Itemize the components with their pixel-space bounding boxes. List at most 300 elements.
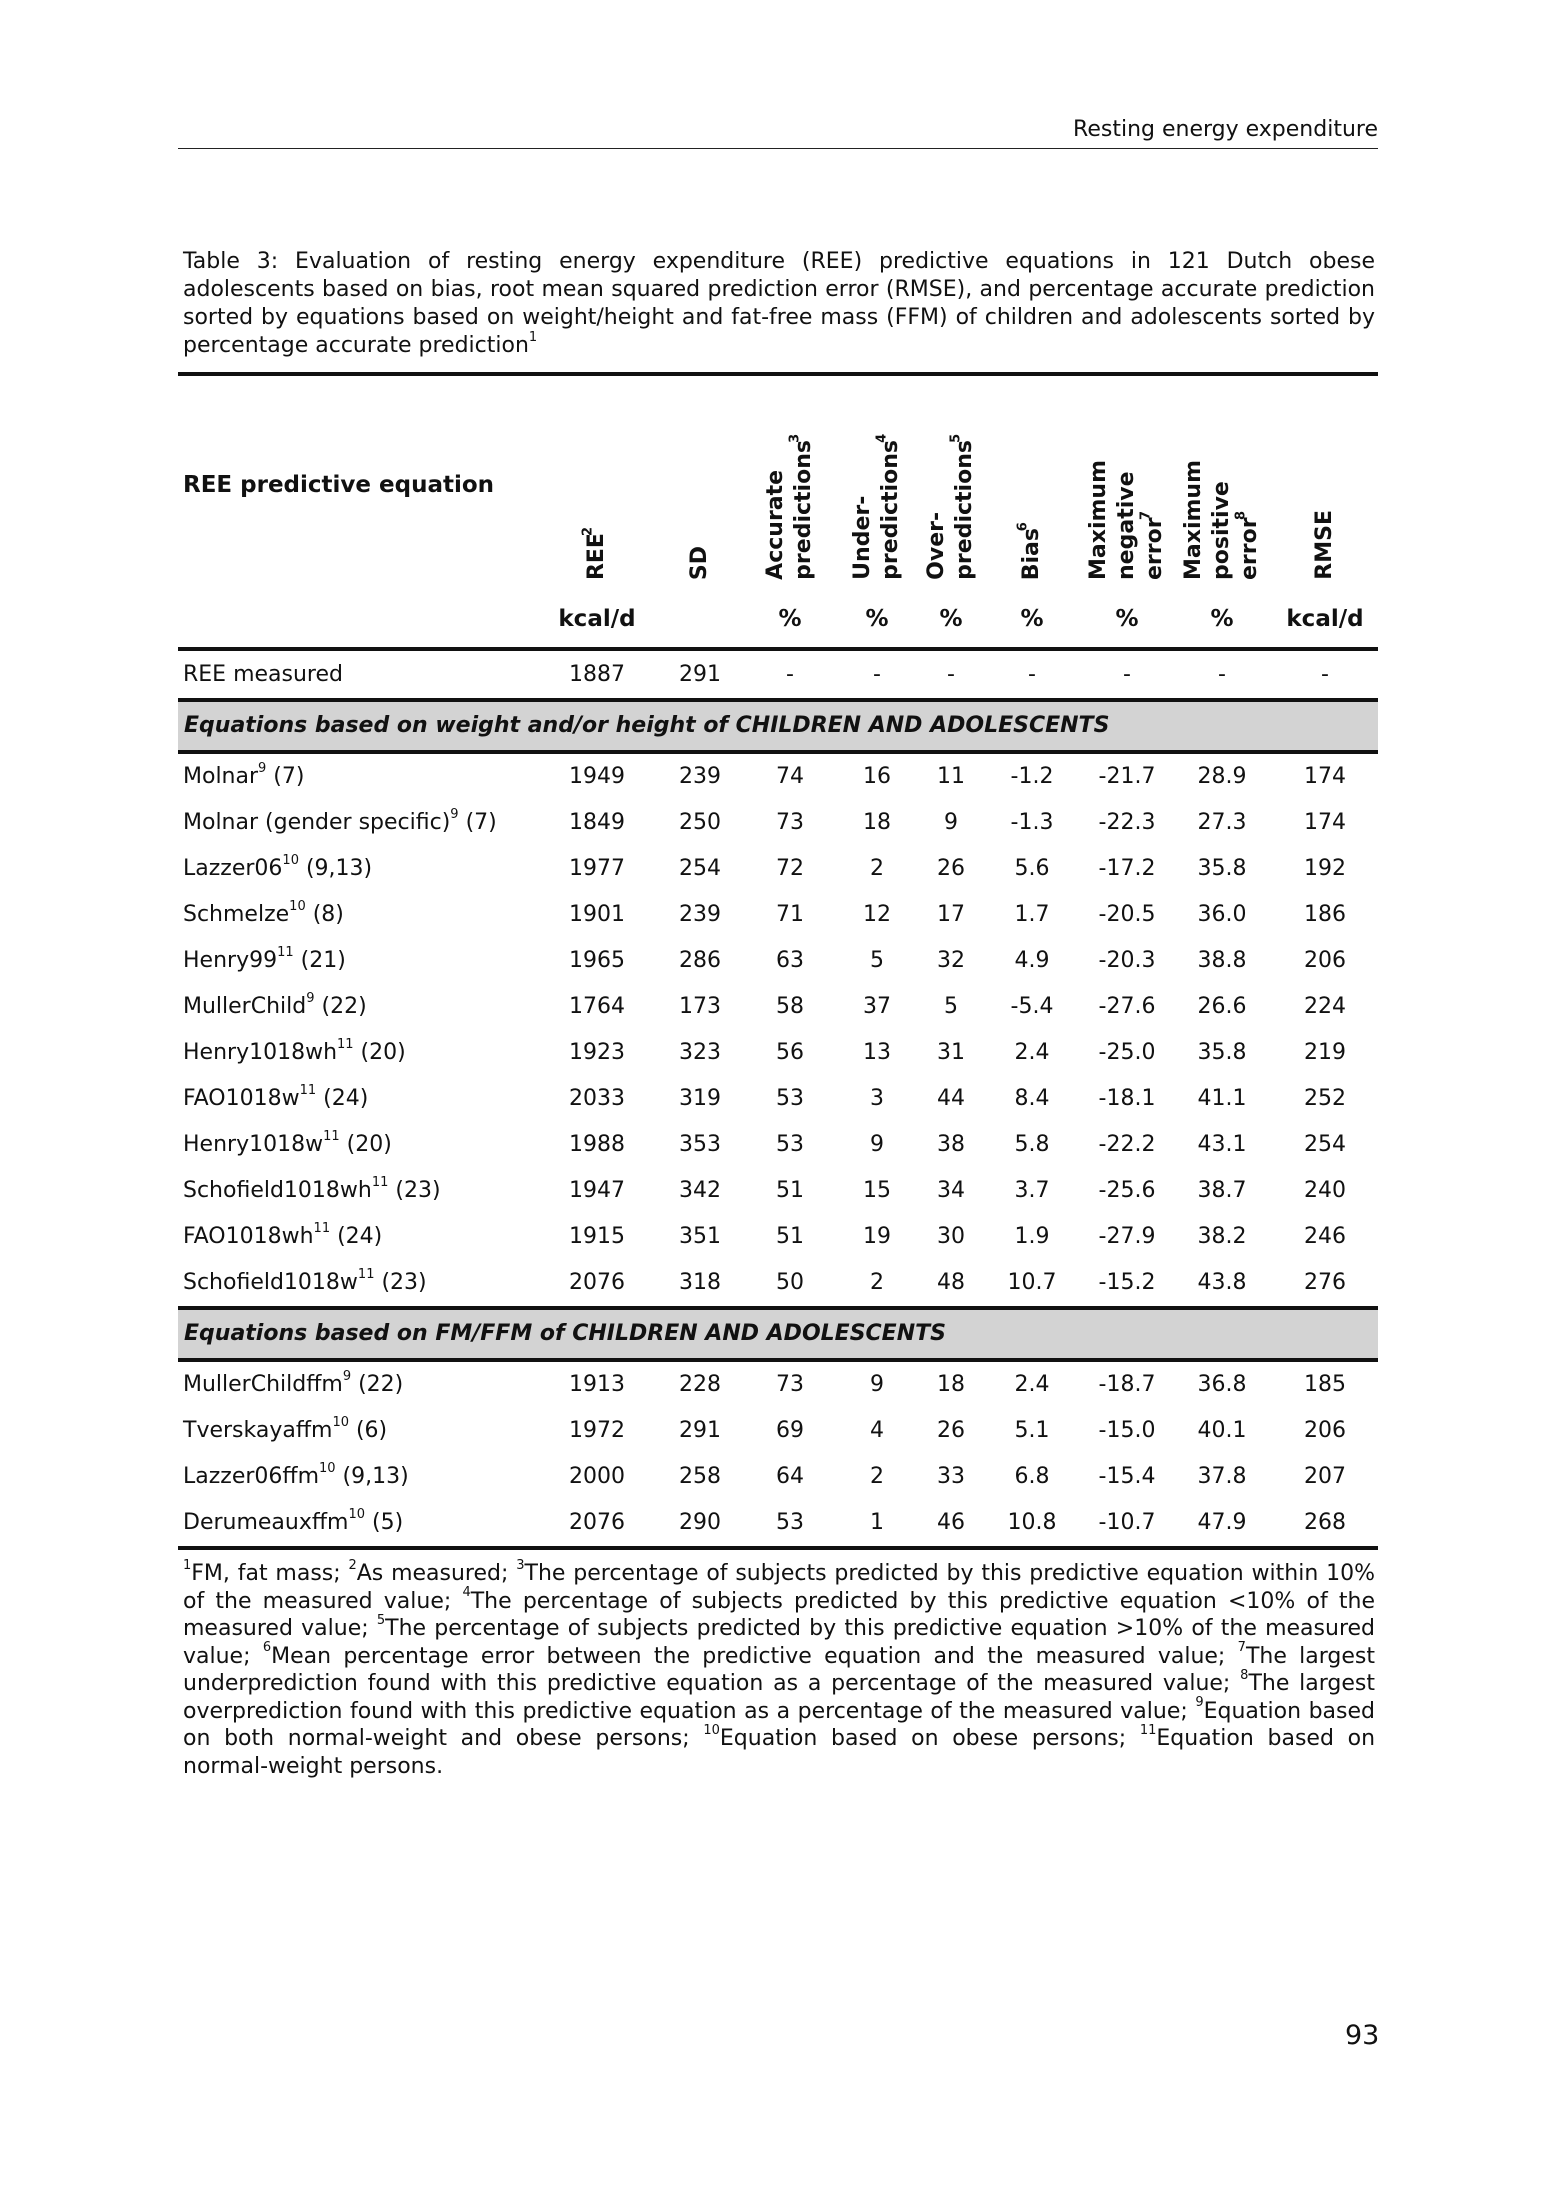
table-cell: 53 — [776, 1132, 804, 1157]
table-row — [178, 1030, 1378, 1076]
column-header-label — [762, 431, 818, 580]
row-name — [183, 892, 344, 938]
column-unit: % — [778, 606, 802, 632]
row-name-sup: 11 — [323, 1128, 340, 1144]
column-header — [748, 400, 832, 580]
table-row — [178, 846, 1378, 892]
footnote-text: The largest underprediction found with this predictive equation as a percentage of the measured value; — [183, 1643, 1375, 1696]
table-cell: 27.3 — [1197, 810, 1247, 835]
table-row — [178, 754, 1378, 800]
table-cell: 73 — [776, 1372, 804, 1397]
table-cell: 58 — [776, 994, 804, 1019]
table-cell: 351 — [679, 1224, 721, 1249]
table-cell: 2000 — [569, 1464, 625, 1489]
column-header — [1283, 400, 1367, 580]
row-name-text: FAO1018wh — [183, 1224, 314, 1249]
table-cell: 5 — [944, 994, 958, 1019]
column-header — [909, 400, 993, 580]
footnote-sup: 1 — [183, 1557, 192, 1573]
table-cell: 26 — [937, 1418, 965, 1443]
table-row — [178, 1362, 1378, 1408]
table-cell: -1.3 — [1010, 810, 1054, 835]
table-cell: -22.3 — [1098, 810, 1156, 835]
table-cell: 69 — [776, 1418, 804, 1443]
table-cell: 5.1 — [1014, 1418, 1050, 1443]
table-cell: 51 — [776, 1178, 804, 1203]
table-cell: 318 — [679, 1270, 721, 1295]
column-unit: kcal/d — [558, 606, 636, 632]
row-name-ref: (7) — [266, 764, 305, 789]
table-cell: 239 — [679, 902, 721, 927]
row-name-text: Lazzer06ffm — [183, 1464, 319, 1489]
table-cell: 64 — [776, 1464, 804, 1489]
row-name — [183, 984, 367, 1030]
table-cell: 3.7 — [1014, 1178, 1050, 1203]
table-cell: 38.7 — [1197, 1178, 1247, 1203]
table-cell: 4 — [870, 1418, 884, 1443]
table-cell: 18 — [863, 810, 891, 835]
row-name-ref: (24) — [330, 1224, 383, 1249]
table-cell: 291 — [679, 1418, 721, 1443]
footnote-text: The percentage of subjects predicted by this predictive equation >10% of the measured value; — [183, 1616, 1376, 1669]
table-cell: 33 — [937, 1464, 965, 1489]
table-cell: 2 — [870, 1464, 884, 1489]
row-name-ref: (22) — [351, 1372, 404, 1397]
table-caption — [183, 248, 1375, 360]
table-cell: 254 — [1304, 1132, 1346, 1157]
table-cell: 1764 — [569, 994, 625, 1019]
row-name-ref: (7) — [458, 810, 497, 835]
column-header — [658, 400, 742, 580]
column-header-sup: 2 — [580, 526, 596, 536]
row-name-text: Molnar (gender specific) — [183, 810, 451, 835]
footnote-text: Mean percentage error between the predictive equation and the measured value; — [271, 1643, 1238, 1669]
row-name — [183, 1500, 403, 1546]
table-cell: 53 — [776, 1086, 804, 1111]
table-cell: 5.6 — [1014, 856, 1050, 881]
table-cell: 32 — [937, 948, 965, 973]
row-name-text: Derumeauxffm — [183, 1510, 349, 1535]
column-unit: % — [865, 606, 889, 632]
table-cell: 31 — [937, 1040, 965, 1065]
table-cell: 35.8 — [1197, 856, 1247, 881]
column-header-sup: 3 — [787, 434, 803, 444]
table-cell: 2033 — [569, 1086, 625, 1111]
table-cell: 19 — [863, 1224, 891, 1249]
table-cell: 2 — [870, 1270, 884, 1295]
table-cell: 37 — [863, 994, 891, 1019]
column-header-text: Accurate predictions — [763, 440, 816, 580]
row-name-ref: (23) — [374, 1270, 427, 1295]
table-cell: - — [1321, 662, 1329, 687]
table-cell: 240 — [1304, 1178, 1346, 1203]
row-name-ref: (8) — [305, 902, 344, 927]
page-number: 93 — [1345, 2020, 1380, 2051]
table-cell: -20.5 — [1098, 902, 1156, 927]
table-row — [178, 984, 1378, 1030]
row-name — [183, 754, 304, 800]
table-cell: 71 — [776, 902, 804, 927]
running-head: Resting energy expenditure — [178, 116, 1378, 149]
footnote-sup: 6 — [262, 1640, 272, 1656]
column-unit: kcal/d — [1286, 606, 1364, 632]
table-cell: 8.4 — [1014, 1086, 1050, 1111]
column-header-text: RMSE — [1312, 510, 1337, 580]
table-row-measured — [178, 652, 1378, 698]
row-name-ref: (9,13) — [335, 1464, 409, 1489]
row-name — [183, 1260, 427, 1306]
column-header-sup: 8 — [1233, 511, 1249, 521]
table-cell: 252 — [1304, 1086, 1346, 1111]
table-cell: -18.7 — [1098, 1372, 1156, 1397]
table-cell: 46 — [937, 1510, 965, 1535]
table-cell: 36.0 — [1197, 902, 1247, 927]
table-row — [178, 1168, 1378, 1214]
column-header — [990, 400, 1074, 580]
table-cell: 9 — [944, 810, 958, 835]
row-name-sup: 11 — [277, 944, 294, 960]
table-cell: 43.1 — [1197, 1132, 1247, 1157]
table-cell: 228 — [679, 1372, 721, 1397]
row-name — [183, 846, 372, 892]
table-cell: 73 — [776, 810, 804, 835]
table-cell: -21.7 — [1098, 764, 1156, 789]
row-name-sup: 11 — [299, 1082, 317, 1098]
table-cell: 40.1 — [1197, 1418, 1247, 1443]
table-row — [178, 938, 1378, 984]
row-name-sup: 9 — [306, 990, 315, 1006]
row-name-sup: 9 — [450, 806, 459, 822]
column-header — [1180, 400, 1264, 580]
row-name-ref: (21) — [293, 948, 346, 973]
footnote-text: Equation based on both normal-weight and obese persons; — [183, 1698, 1375, 1751]
table-cell: 1 — [870, 1510, 884, 1535]
table-cell: 48 — [937, 1270, 965, 1295]
table-cell: 1977 — [569, 856, 625, 881]
table-cell: - — [1123, 662, 1131, 687]
table-cell: 219 — [1304, 1040, 1346, 1065]
row-name-sup: 11 — [357, 1266, 375, 1282]
table-cell: 1849 — [569, 810, 625, 835]
footnote-sup: 11 — [1139, 1722, 1157, 1738]
row-name — [183, 800, 497, 846]
table-cell: 2076 — [569, 1510, 625, 1535]
table-cell: 239 — [679, 764, 721, 789]
table-cell: 174 — [1304, 810, 1346, 835]
row-name-ref: (24) — [316, 1086, 369, 1111]
row-name — [183, 1076, 368, 1122]
column-header-label — [686, 546, 714, 580]
row-name-ref: (20) — [339, 1132, 392, 1157]
column-unit: % — [1020, 606, 1044, 632]
footnote-sup: 3 — [516, 1557, 525, 1573]
row-name-sup: 10 — [282, 852, 299, 868]
table-cell: 74 — [776, 764, 804, 789]
table-cell: 250 — [679, 810, 721, 835]
table-row — [178, 800, 1378, 846]
column-header — [1085, 400, 1169, 580]
footnote-text: The largest overprediction found with this predictive equation as a percentage of the measured value; — [183, 1671, 1375, 1724]
column-header-sup: 6 — [1015, 521, 1031, 531]
table-cell: 26.6 — [1197, 994, 1247, 1019]
table-cell: -17.2 — [1098, 856, 1156, 881]
table-cell: 3 — [870, 1086, 884, 1111]
table-cell: 36.8 — [1197, 1372, 1247, 1397]
footnote-text: As measured; — [356, 1561, 517, 1586]
table-cell: 11 — [937, 764, 965, 789]
table-cell: -1.2 — [1010, 764, 1054, 789]
row-name-sup: 11 — [313, 1220, 331, 1236]
table-cell: 192 — [1304, 856, 1346, 881]
table-cell: 186 — [1304, 902, 1346, 927]
row-name: REE measured — [183, 662, 343, 687]
column-header-text: REE — [584, 533, 609, 580]
row-name — [183, 1214, 382, 1260]
footnote-sup: 7 — [1237, 1640, 1246, 1656]
column-header-text: Maximum negative error — [1086, 460, 1167, 580]
table-cell: -5.4 — [1010, 994, 1054, 1019]
table-cell: -27.6 — [1098, 994, 1156, 1019]
row-name-text: Lazzer06 — [183, 856, 283, 881]
table-cell: 319 — [679, 1086, 721, 1111]
column-header-label — [1015, 519, 1046, 580]
table-bottom-rule — [178, 1546, 1378, 1550]
table-cell: 6.8 — [1014, 1464, 1050, 1489]
table-cell: 10.8 — [1007, 1510, 1057, 1535]
row-name-sup: 11 — [371, 1174, 389, 1190]
table-cell: 1988 — [569, 1132, 625, 1157]
row-name — [183, 1030, 406, 1076]
row-name-ref: (20) — [353, 1040, 406, 1065]
table-cell: 246 — [1304, 1224, 1346, 1249]
row-name-text: Schofield1018w — [183, 1270, 358, 1295]
table-cell: 50 — [776, 1270, 804, 1295]
row-name-text: Schofield1018wh — [183, 1178, 372, 1203]
row-name — [183, 1362, 403, 1408]
table-cell: 206 — [1304, 948, 1346, 973]
table-cell: - — [873, 662, 881, 687]
section-header — [178, 1310, 1378, 1358]
row-name-ref: (6) — [348, 1418, 388, 1443]
table-cell: -15.0 — [1098, 1418, 1156, 1443]
table-cell: 5.8 — [1014, 1132, 1050, 1157]
row-name-ref: (9,13) — [298, 856, 373, 881]
table-row — [178, 1408, 1378, 1454]
row-name-sup: 11 — [337, 1036, 354, 1052]
footnote-sup: 2 — [348, 1557, 357, 1573]
row-name-text: Molnar — [183, 764, 259, 789]
table-cell: 206 — [1304, 1418, 1346, 1443]
footnote-sup: 8 — [1240, 1667, 1249, 1683]
table-cell: 1915 — [569, 1224, 625, 1249]
row-name-sup: 9 — [258, 760, 267, 776]
row-name-text: MullerChild — [183, 994, 307, 1019]
row-name — [183, 1168, 441, 1214]
table-cell: 1.7 — [1014, 902, 1050, 927]
section-title: Equations based on weight and/or height of CHILDREN AND ADOLESCENTS — [184, 713, 1110, 738]
table-cell: - — [1028, 662, 1036, 687]
column-header-sup: 4 — [874, 434, 890, 444]
table-cell: 342 — [679, 1178, 721, 1203]
row-name-sup: 9 — [342, 1368, 352, 1384]
table-row — [178, 1076, 1378, 1122]
row-name-text: FAO1018w — [183, 1086, 300, 1111]
table-cell: 18 — [937, 1372, 965, 1397]
table-cell: 5 — [870, 948, 884, 973]
table-cell: - — [947, 662, 955, 687]
table-cell: 13 — [863, 1040, 891, 1065]
header-bottom-rule — [178, 647, 1378, 651]
row-name — [183, 938, 346, 984]
table-cell: 1.9 — [1014, 1224, 1050, 1249]
table-cell: 1947 — [569, 1178, 625, 1203]
row-name-text: MullerChildffm — [183, 1372, 343, 1397]
footnote-text: Equation based on normal-weight persons. — [183, 1726, 1376, 1779]
table-cell: -15.4 — [1098, 1464, 1156, 1489]
table-cell: 26 — [937, 856, 965, 881]
footnote-sup: 4 — [462, 1585, 471, 1601]
caption-text: Table 3: Evaluation of resting energy expenditure (REE) predictive equations in 121 Dutch obese adolescents based on bias, root mean squared prediction error (RMSE), and percentage accurate prediction sorted by equations based on weight/height and fat-free mass (FFM) of children and adolescents sorted by percentage accurate prediction — [183, 249, 1375, 358]
table-cell: 63 — [776, 948, 804, 973]
column-header-label — [1180, 460, 1264, 580]
table-cell: 1913 — [569, 1372, 625, 1397]
table-cell: 30 — [937, 1224, 965, 1249]
table-cell: 44 — [937, 1086, 965, 1111]
caption-sup: 1 — [528, 329, 538, 345]
table-cell: 38.8 — [1197, 948, 1247, 973]
table-cell: 290 — [679, 1510, 721, 1535]
table-cell: 56 — [776, 1040, 804, 1065]
table-cell: 35.8 — [1197, 1040, 1247, 1065]
row-name-text: Henry1018wh — [183, 1040, 338, 1065]
table-row — [178, 1122, 1378, 1168]
table-cell: 16 — [863, 764, 891, 789]
footnote-sup: 10 — [703, 1722, 720, 1738]
row-name-ref: (5) — [365, 1510, 404, 1535]
column-header-text: Maximum positive error — [1181, 460, 1262, 580]
table-cell: - — [1218, 662, 1226, 687]
column-header — [555, 400, 639, 580]
footnotes — [183, 1557, 1376, 1780]
table-cell: 9 — [870, 1132, 884, 1157]
row-name — [183, 1408, 387, 1454]
column-header — [835, 400, 919, 580]
table-cell: 1972 — [569, 1418, 625, 1443]
column-header-label — [1311, 510, 1339, 580]
table-cell: -22.2 — [1098, 1132, 1156, 1157]
table-cell: 72 — [776, 856, 804, 881]
table-cell: 286 — [679, 948, 721, 973]
row-name-ref: (22) — [314, 994, 367, 1019]
column-header-sup: 5 — [948, 434, 964, 444]
row-name-text: Henry99 — [183, 948, 278, 973]
table-cell: 2.4 — [1014, 1040, 1050, 1065]
table-cell: 17 — [937, 902, 965, 927]
column-header-text: SD — [687, 545, 712, 580]
table-cell: 10.7 — [1007, 1270, 1057, 1295]
column-header-label — [1085, 460, 1169, 580]
column-header-label — [923, 431, 979, 580]
column-header-label — [580, 524, 611, 580]
table-cell: 353 — [679, 1132, 721, 1157]
footnote-text: Equation based on obese persons; — [719, 1726, 1140, 1751]
table-cell: 34 — [937, 1178, 965, 1203]
table-cell: 185 — [1304, 1372, 1346, 1397]
table-cell: -25.0 — [1098, 1040, 1156, 1065]
row-name-sup: 10 — [348, 1506, 366, 1522]
table-cell: 9 — [870, 1372, 884, 1397]
column-header-sup: 7 — [1138, 511, 1154, 521]
table-cell: 37.8 — [1197, 1464, 1247, 1489]
section-title: Equations based on FM/FFM of CHILDREN AND ADOLESCENTS — [184, 1321, 946, 1346]
table-cell: 51 — [776, 1224, 804, 1249]
column-unit: % — [939, 606, 963, 632]
footnote-text: The percentage of subjects predicted by this predictive equation within 10% of the measured value; — [183, 1561, 1375, 1614]
footnote-text: The percentage of subjects predicted by this predictive equation <10% of the measured value; — [183, 1588, 1376, 1641]
table-cell: 12 — [863, 902, 891, 927]
table-cell: 15 — [863, 1178, 891, 1203]
header-equation-label: REE predictive equation — [183, 472, 495, 498]
table-cell: 1949 — [569, 764, 625, 789]
table-row — [178, 1260, 1378, 1306]
table-cell: 2.4 — [1014, 1372, 1050, 1397]
row-name-sup: 10 — [319, 1460, 336, 1476]
table-cell: 38.2 — [1197, 1224, 1247, 1249]
table-cell: 47.9 — [1197, 1510, 1247, 1535]
table-cell: 1901 — [569, 902, 625, 927]
table-row — [178, 1214, 1378, 1260]
footnote-sup: 9 — [1195, 1695, 1204, 1711]
table-cell: - — [786, 662, 794, 687]
footnote-sup: 5 — [376, 1612, 386, 1628]
table-cell: 291 — [679, 662, 721, 687]
row-name-sup: 10 — [332, 1414, 349, 1430]
row-name-text: Tverskayaffm — [183, 1418, 333, 1443]
table-cell: 268 — [1304, 1510, 1346, 1535]
table-cell: 1887 — [569, 662, 625, 687]
table-cell: -27.9 — [1098, 1224, 1156, 1249]
column-unit: % — [1115, 606, 1139, 632]
row-name-text: Henry1018w — [183, 1132, 324, 1157]
table-cell: 2076 — [569, 1270, 625, 1295]
table-cell: -18.1 — [1098, 1086, 1156, 1111]
table-cell: 323 — [679, 1040, 721, 1065]
table-cell: 224 — [1304, 994, 1346, 1019]
table-cell: 28.9 — [1197, 764, 1247, 789]
column-header-label — [849, 431, 905, 580]
column-unit: % — [1210, 606, 1234, 632]
table-row — [178, 1500, 1378, 1546]
row-name-sup: 10 — [289, 898, 306, 914]
row-name — [183, 1122, 392, 1168]
table-cell: 173 — [679, 994, 721, 1019]
table-cell: -25.6 — [1098, 1178, 1156, 1203]
table-cell: 1923 — [569, 1040, 625, 1065]
table-cell: 53 — [776, 1510, 804, 1535]
row-name-text: Schmelze — [183, 902, 290, 927]
table-cell: 4.9 — [1014, 948, 1050, 973]
table-cell: -10.7 — [1098, 1510, 1156, 1535]
table-cell: 174 — [1304, 764, 1346, 789]
row-name — [183, 1454, 409, 1500]
table-cell: -15.2 — [1098, 1270, 1156, 1295]
table-cell: 43.8 — [1197, 1270, 1247, 1295]
table-cell: 207 — [1304, 1464, 1346, 1489]
table-cell: -20.3 — [1098, 948, 1156, 973]
table-cell: 1965 — [569, 948, 625, 973]
column-header-text: Over- predictions — [924, 440, 977, 580]
table-cell: 276 — [1304, 1270, 1346, 1295]
